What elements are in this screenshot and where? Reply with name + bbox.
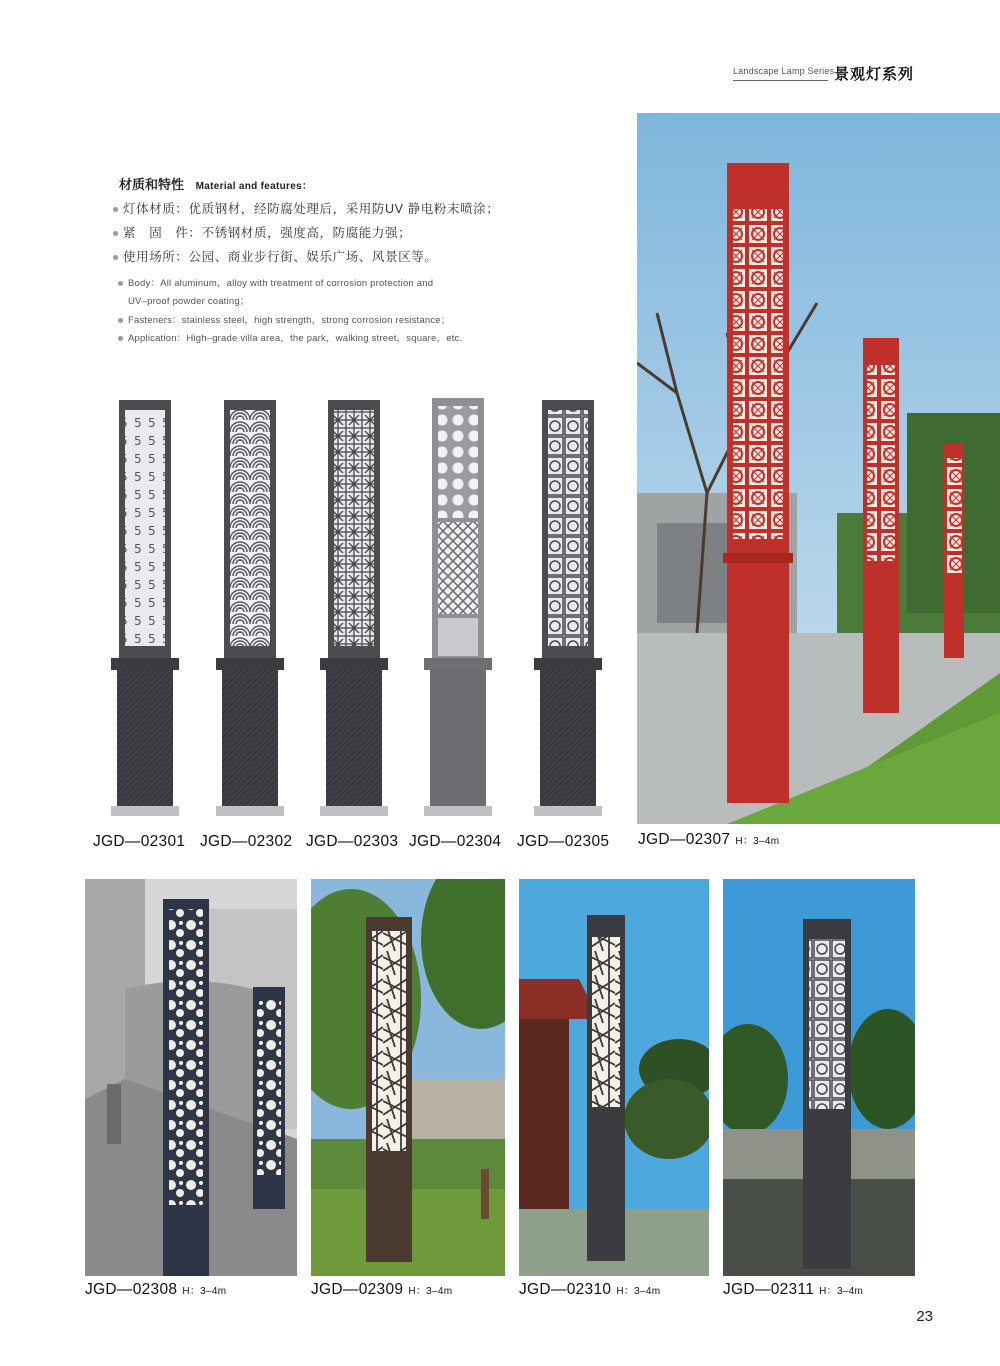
feature-en-item: Fasteners：stainless steel，high strength，strong corrosion resistance； [118,312,518,330]
product-code: JGD—02305 [517,833,610,850]
product-code-with-height: JGD—02307 H：3–4m [638,831,780,848]
lamp-render-02303 [314,396,394,821]
header-divider [733,80,828,81]
lamp-render-02304 [418,396,498,821]
features-heading-zh: 材质和特性 [119,177,185,192]
product-code: JGD—02302 [200,833,293,850]
features-heading [119,174,312,193]
bullet-icon [113,207,118,212]
product-code-with-height: JGD—02311 H：3–4m [723,1281,864,1298]
feature-zh-item: 紧 固 件：不锈钢材质，强度高，防腐能力强； [113,223,613,241]
bullet-icon [118,281,123,286]
bullet-icon [118,336,123,341]
features-heading-en: Material and features： [195,181,313,192]
product-code-with-height: JGD—02309 H：3–4m [311,1281,453,1298]
photo-02310 [519,879,709,1276]
photo-02307 [637,113,1000,824]
product-code-with-height: JGD—02310 H：3–4m [519,1281,661,1298]
product-code-with-height: JGD—02308 H：3–4m [85,1281,227,1298]
feature-en-item: Application：High–grade villa area，the park，walking street，square，etc． [118,330,518,348]
product-code: JGD—02301 [93,833,186,850]
page-number: 23 [916,1308,933,1325]
feature-zh-item: 灯体材质：优质钢材，经防腐处理后，采用防UV 静电粉末喷涂； [113,199,613,217]
series-title-en: Landscape Lamp Series [733,66,835,76]
lamp-render-02305 [528,396,608,821]
lamp-render-02301 [105,396,185,821]
bullet-icon [113,231,118,236]
photo-02309 [311,879,505,1276]
series-title-zh: 景观灯系列 [834,66,915,83]
photo-02308 [85,879,297,1276]
bullet-icon [118,318,123,323]
feature-zh-item: 使用场所：公园、商业步行街、娱乐广场、风景区等。 [113,247,613,265]
product-code: JGD—02304 [409,833,502,850]
photo-02311 [723,879,915,1276]
product-code: JGD—02303 [306,833,399,850]
lamp-render-02302 [210,396,290,821]
feature-en-item-cont: UV–proof powder coating； [128,296,250,307]
bullet-icon [113,255,118,260]
feature-en-item: Body：All aluminum，alloy with treatment of corrosion protection and [118,275,518,293]
